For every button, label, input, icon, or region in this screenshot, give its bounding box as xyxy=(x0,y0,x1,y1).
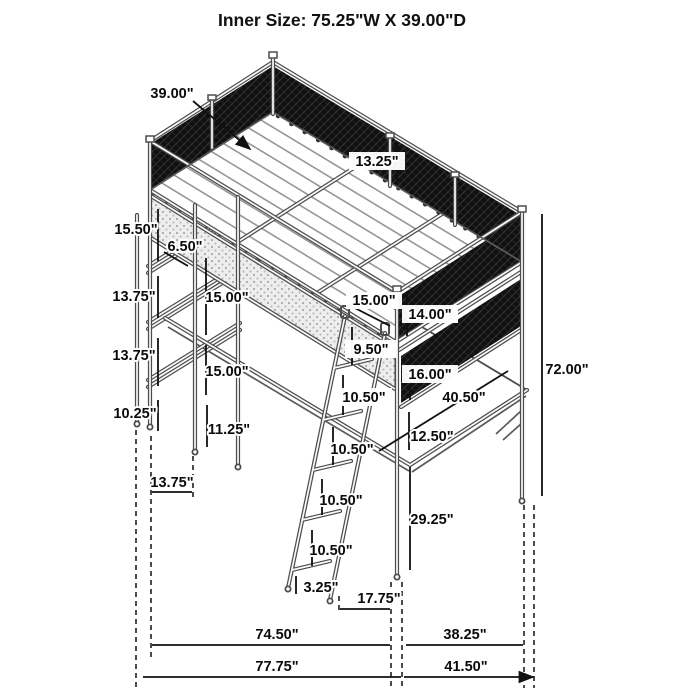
dim-front-rail-segment: 15.00" xyxy=(352,293,396,309)
dim-desk-clearance-1: 15.00" xyxy=(205,290,249,306)
dim-desk-clearance-2: 15.00" xyxy=(205,364,249,380)
post-cap-right xyxy=(518,206,526,212)
dim-screen-panel-upper: 14.00" xyxy=(408,307,452,323)
dim-base-depth-inner: 38.25" xyxy=(443,627,487,643)
dim-ladder-step-1: 10.50" xyxy=(342,390,386,406)
dim-guardrail-height: 13.25" xyxy=(355,154,399,170)
extension-lines xyxy=(136,430,534,688)
dim-shelf-gap-2: 13.75" xyxy=(112,348,156,364)
dim-shelf-depth: 6.50" xyxy=(167,239,203,255)
dim-ladder-offset: 17.75" xyxy=(357,591,401,607)
dim-ladder-step-4: 10.50" xyxy=(309,543,353,559)
dim-total-height: 72.00" xyxy=(545,362,589,378)
dim-base-width-inner: 74.50" xyxy=(255,627,299,643)
dim-ladder-step-2: 10.50" xyxy=(330,442,374,458)
dim-ladder-step-3: 10.50" xyxy=(319,493,363,509)
dim-shelf-gap-1: 13.75" xyxy=(112,289,156,305)
desk-brace xyxy=(496,410,522,440)
post-cap-left xyxy=(146,136,154,142)
dim-shelf-gap-top: 15.50" xyxy=(114,222,158,238)
dim-base-width-total: 77.75" xyxy=(255,659,299,675)
dim-desk-panel-gap: 12.50" xyxy=(410,429,454,445)
dim-leg-height: 29.25" xyxy=(410,512,454,528)
post-cap-front xyxy=(393,286,401,292)
dim-desk-diagonal: 40.50" xyxy=(442,390,486,406)
dim-front-leg-lower: 11.25" xyxy=(207,422,251,438)
dim-ladder-gap-top: 9.50" xyxy=(353,342,389,358)
diagram-title: Inner Size: 75.25"W X 39.00"D xyxy=(217,10,467,30)
dim-ladder-foot-gap: 3.25" xyxy=(303,580,339,596)
dim-inner-depth: 39.00" xyxy=(150,86,194,102)
dim-screen-panel-lower: 16.00" xyxy=(408,367,452,383)
dim-base-depth-total: 41.50" xyxy=(444,659,488,675)
post-cap-back xyxy=(269,52,277,58)
dim-shelf-gap-bottom: 10.25" xyxy=(113,406,157,422)
dim-shelf-footprint: 13.75" xyxy=(150,475,194,491)
